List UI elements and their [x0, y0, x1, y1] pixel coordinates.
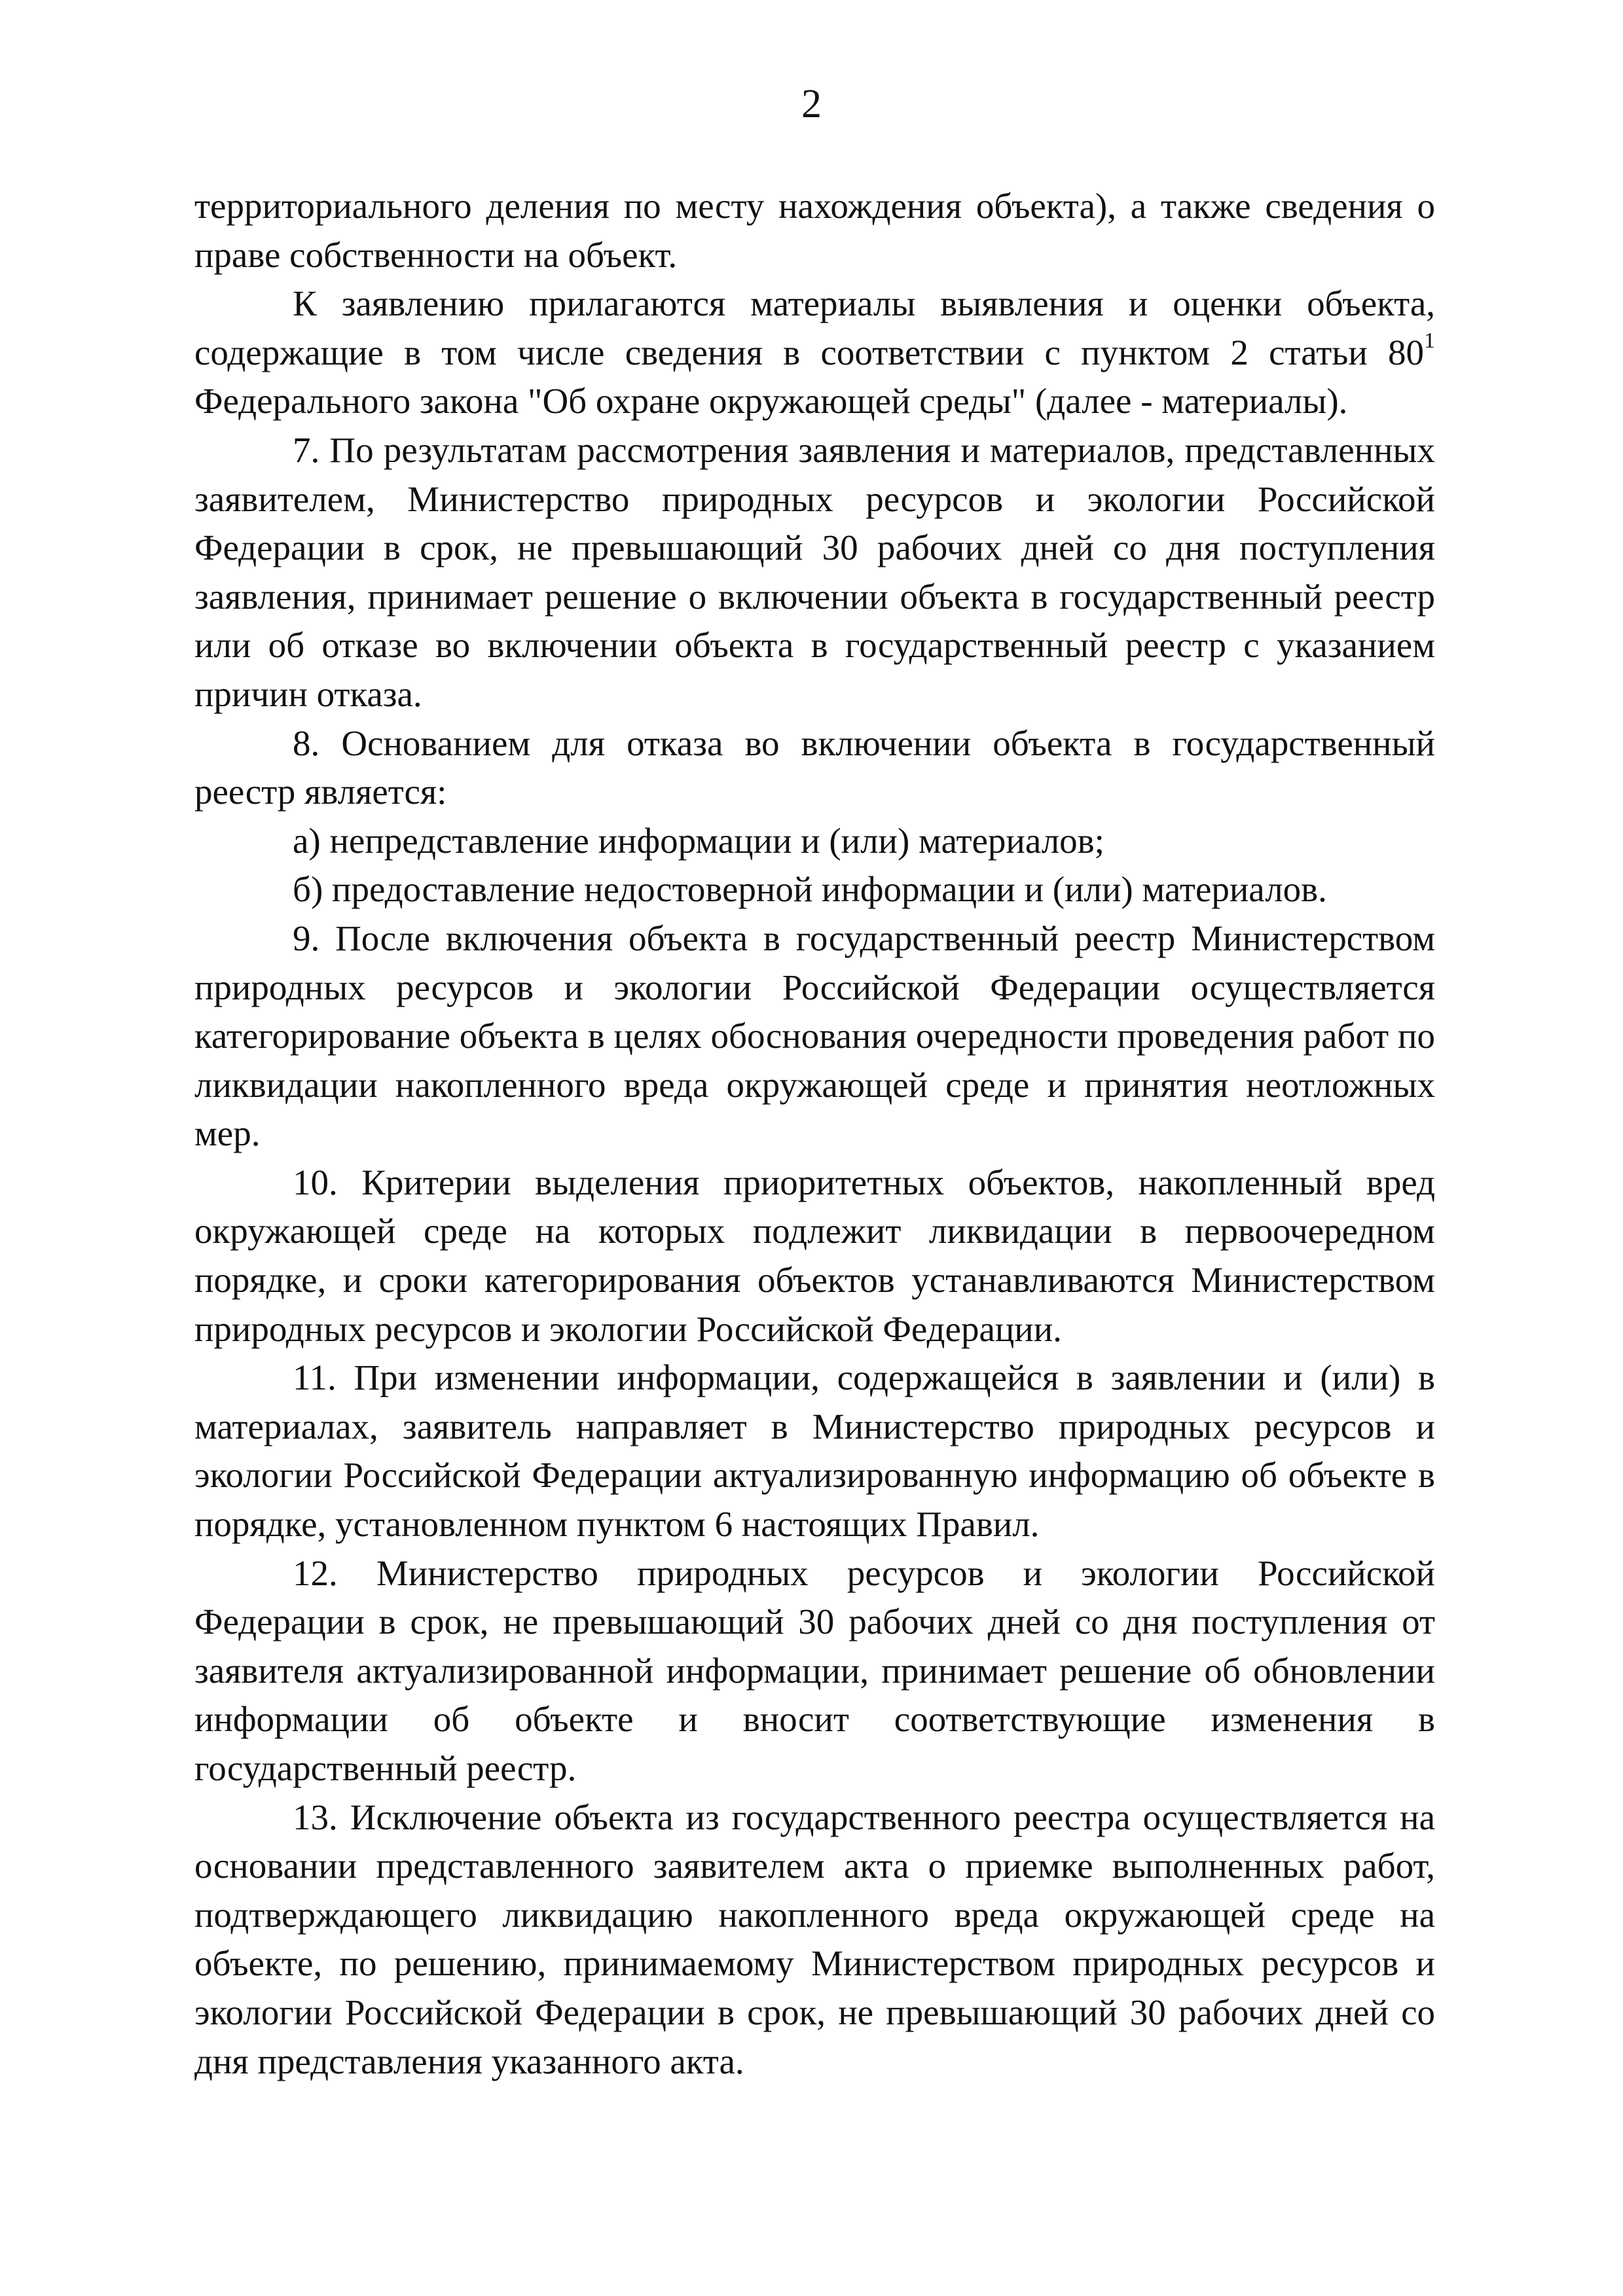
paragraph-10: 10. Критерии выделения приоритетных объектов, накопленный вред окружающей среде на которых подлежит ликвидации в первоочередном порядке, и сроки категорирования объектов устанавливаются Министерством природных ресурсов и экологии Российской Федерации. — [194, 1162, 1435, 1349]
paragraph-8a: а) непредставление информации и (или) материалов; — [293, 820, 1104, 861]
page-number: 2 — [801, 82, 822, 126]
paragraph-9: 9. После включения объекта в государственный реестр Министерством природных ресурсов и экологии Российской Федерации осуществляется категорирование объекта в целях обоснования очередности проведения работ по ликвидации накопленного вреда окружающей среде и принятия неотложных мер. — [194, 918, 1435, 1154]
footnote-superscript: 1 — [1424, 329, 1435, 353]
paragraph-7: 7. По результатам рассмотрения заявления и материалов, представленных заявителем, Министерство природных ресурсов и экологии Российской Федерации в срок, не превышающий 30 рабочих дней со дня поступления заявления, принимает решение о включении объекта в государственный реестр или об отказе во включении объекта в государственный реестр с указанием причин отказа. — [194, 429, 1435, 714]
paragraph-11: 11. При изменении информации, содержащейся в заявлении и (или) в материалах, заявитель направляет в Министерство природных ресурсов и экологии Российской Федерации актуализированную информацию об объекте в порядке, установленном пунктом 6 настоящих Правил. — [194, 1357, 1435, 1545]
paragraph-materials — [194, 279, 1435, 426]
paragraph-materials-text: К заявлению прилагаются материалы выявления и оценки объекта, содержащие в том числе сведения в соответствии с пунктом 2 статьи 80 — [194, 283, 1435, 372]
paragraph-8b: б) предоставление недостоверной информации и (или) материалов. — [293, 869, 1327, 910]
paragraph-continuation: территориального деления по месту нахождения объекта), а также сведения о праве собственности на объект. — [194, 186, 1435, 275]
paragraph-13: 13. Исключение объекта из государственного реестра осуществляется на основании представленного заявителем акта о приемке выполненных работ, подтверждающего ликвидацию накопленного вреда окружающей среде на объекте, по решению, принимаемому Министерством природных ресурсов и экологии Российской Федерации в срок, не превышающий 30 рабочих дней со дня представления указанного акта. — [194, 1797, 1435, 2081]
document-body — [194, 182, 1435, 2086]
paragraph-8: 8. Основанием для отказа во включении объекта в государственный реестр является: — [194, 723, 1435, 812]
paragraph-12: 12. Министерство природных ресурсов и экологии Российской Федерации в срок, не превышающий 30 рабочих дней со дня поступления от заявителя актуализированной информации, принимает решение об обновлении информации об объекте и вносит соответствующие изменения в государственный реестр. — [194, 1552, 1435, 1788]
paragraph-materials-tail: Федерального закона "Об охране окружающей среды" (далее - материалы). — [194, 381, 1348, 422]
